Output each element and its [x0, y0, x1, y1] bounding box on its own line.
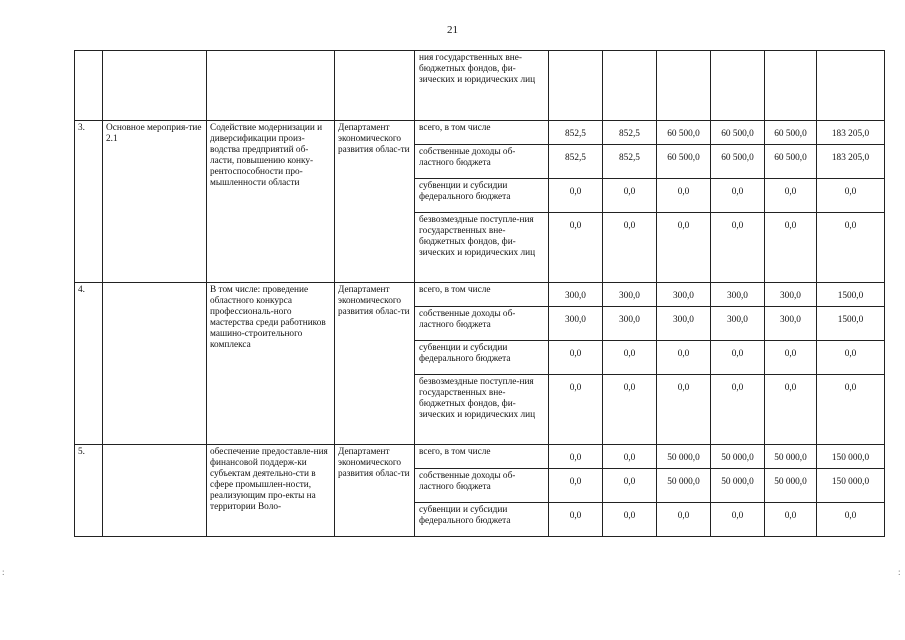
amount-cell: [711, 51, 765, 121]
amount-cell: 300,0: [657, 283, 711, 307]
amount-cell: 300,0: [711, 307, 765, 341]
event-cell: [103, 445, 207, 537]
amount-cell: 150 000,0: [817, 445, 885, 469]
amount-cell: 852,5: [549, 145, 603, 179]
amount-cell: 300,0: [765, 283, 817, 307]
measure-name-cell: Содействие модернизации и диверсификации произ-водства предприятий об-ласти, повышению конку-рентоспособности про-мышленности области: [207, 121, 335, 283]
amount-cell: 50 000,0: [765, 445, 817, 469]
amount-cell: 0,0: [817, 375, 885, 445]
amount-cell: 852,5: [603, 121, 657, 145]
amount-cell: 183 205,0: [817, 145, 885, 179]
amount-cell: 300,0: [603, 307, 657, 341]
amount-cell: 0,0: [711, 503, 765, 537]
amount-cell: 852,5: [549, 121, 603, 145]
funding-source-cell: субвенции и субсидии федерального бюджета: [415, 341, 549, 375]
amount-cell: 300,0: [711, 283, 765, 307]
amount-cell: 0,0: [603, 445, 657, 469]
amount-cell: 0,0: [549, 341, 603, 375]
amount-cell: 0,0: [817, 213, 885, 283]
funding-source-cell: собственные доходы об-ластного бюджета: [415, 307, 549, 341]
funding-source-cell: собственные доходы об-ластного бюджета: [415, 145, 549, 179]
amount-cell: 0,0: [603, 341, 657, 375]
amount-cell: 0,0: [765, 213, 817, 283]
measure-name-cell: [207, 51, 335, 121]
event-cell: Основное мероприя-тие 2.1: [103, 121, 207, 283]
amount-cell: 50 000,0: [711, 469, 765, 503]
amount-cell: 0,0: [549, 179, 603, 213]
measure-name-cell: обеспечение предоставле-ния финансовой поддерж-ки субъектам деятельно-сти в сфере промышлен-ности, реализующим про-екты на территории Воло-: [207, 445, 335, 537]
amount-cell: 0,0: [657, 341, 711, 375]
amount-cell: 60 500,0: [711, 121, 765, 145]
funding-source-cell: собственные доходы об-ластного бюджета: [415, 469, 549, 503]
event-cell: [103, 283, 207, 445]
amount-cell: 0,0: [603, 375, 657, 445]
amount-cell: 0,0: [549, 469, 603, 503]
amount-cell: 0,0: [765, 503, 817, 537]
amount-cell: 0,0: [711, 341, 765, 375]
page-number: 21: [447, 24, 458, 36]
amount-cell: [657, 51, 711, 121]
amount-cell: 0,0: [549, 445, 603, 469]
table-row: [75, 283, 885, 307]
amount-cell: 0,0: [817, 503, 885, 537]
amount-cell: 300,0: [549, 283, 603, 307]
funding-source-cell: всего, в том числе: [415, 121, 549, 145]
funding-source-cell: всего, в том числе: [415, 445, 549, 469]
amount-cell: 0,0: [711, 375, 765, 445]
amount-cell: 0,0: [603, 469, 657, 503]
table-row: [75, 121, 885, 145]
table-row: [75, 445, 885, 469]
amount-cell: 0,0: [711, 179, 765, 213]
amount-cell: 50 000,0: [765, 469, 817, 503]
amount-cell: 50 000,0: [657, 445, 711, 469]
amount-cell: 60 500,0: [765, 145, 817, 179]
funding-source-cell: безвозмездные поступле-ния государственных вне-бюджетных фондов, фи-зических и юридических лиц: [415, 375, 549, 445]
amount-cell: [603, 51, 657, 121]
amount-cell: 60 500,0: [711, 145, 765, 179]
amount-cell: 0,0: [549, 503, 603, 537]
responsible-dept-cell: Департамент экономического развития облас-ти: [335, 283, 415, 445]
row-number-cell: 3.: [75, 121, 103, 283]
funding-source-cell: ния государственных вне-бюджетных фондов, фи-зических и юридических лиц: [415, 51, 549, 121]
budget-table: [74, 50, 885, 537]
amount-cell: 0,0: [765, 341, 817, 375]
responsible-dept-cell: Департамент экономического развития облас-ти: [335, 445, 415, 537]
amount-cell: 0,0: [817, 341, 885, 375]
amount-cell: 0,0: [603, 179, 657, 213]
measure-name-cell: В том числе: проведение областного конкурса профессиональ-ного мастерства среди работников машино-строительного комплекса: [207, 283, 335, 445]
amount-cell: 0,0: [549, 213, 603, 283]
amount-cell: 0,0: [765, 375, 817, 445]
amount-cell: 60 500,0: [765, 121, 817, 145]
table-row: [75, 51, 885, 121]
amount-cell: 150 000,0: [817, 469, 885, 503]
event-cell: [103, 51, 207, 121]
amount-cell: 0,0: [765, 179, 817, 213]
amount-cell: 300,0: [603, 283, 657, 307]
amount-cell: 50 000,0: [711, 445, 765, 469]
responsible-dept-cell: Департамент экономического развития облас-ти: [335, 121, 415, 283]
funding-source-cell: безвозмездные поступле-ния государственных вне-бюджетных фондов, фи-зических и юридических лиц: [415, 213, 549, 283]
amount-cell: 0,0: [657, 213, 711, 283]
scan-edge-mark-right: :: [898, 567, 901, 577]
amount-cell: [765, 51, 817, 121]
amount-cell: 0,0: [603, 503, 657, 537]
amount-cell: 50 000,0: [657, 469, 711, 503]
row-number-cell: 4.: [75, 283, 103, 445]
amount-cell: 0,0: [603, 213, 657, 283]
scan-edge-mark-left: :: [2, 567, 5, 577]
amount-cell: 300,0: [657, 307, 711, 341]
funding-source-cell: субвенции и субсидии федерального бюджета: [415, 503, 549, 537]
funding-source-cell: всего, в том числе: [415, 283, 549, 307]
amount-cell: 300,0: [549, 307, 603, 341]
amount-cell: 1500,0: [817, 307, 885, 341]
amount-cell: 0,0: [817, 179, 885, 213]
row-number-cell: [75, 51, 103, 121]
responsible-dept-cell: [335, 51, 415, 121]
funding-source-cell: субвенции и субсидии федерального бюджета: [415, 179, 549, 213]
amount-cell: 0,0: [657, 375, 711, 445]
row-number-cell: 5.: [75, 445, 103, 537]
amount-cell: 852,5: [603, 145, 657, 179]
amount-cell: 0,0: [657, 179, 711, 213]
amount-cell: 0,0: [549, 375, 603, 445]
amount-cell: 0,0: [711, 213, 765, 283]
amount-cell: 60 500,0: [657, 145, 711, 179]
amount-cell: 60 500,0: [657, 121, 711, 145]
amount-cell: 300,0: [765, 307, 817, 341]
amount-cell: [549, 51, 603, 121]
amount-cell: [817, 51, 885, 121]
amount-cell: 183 205,0: [817, 121, 885, 145]
amount-cell: 0,0: [657, 503, 711, 537]
amount-cell: 1500,0: [817, 283, 885, 307]
